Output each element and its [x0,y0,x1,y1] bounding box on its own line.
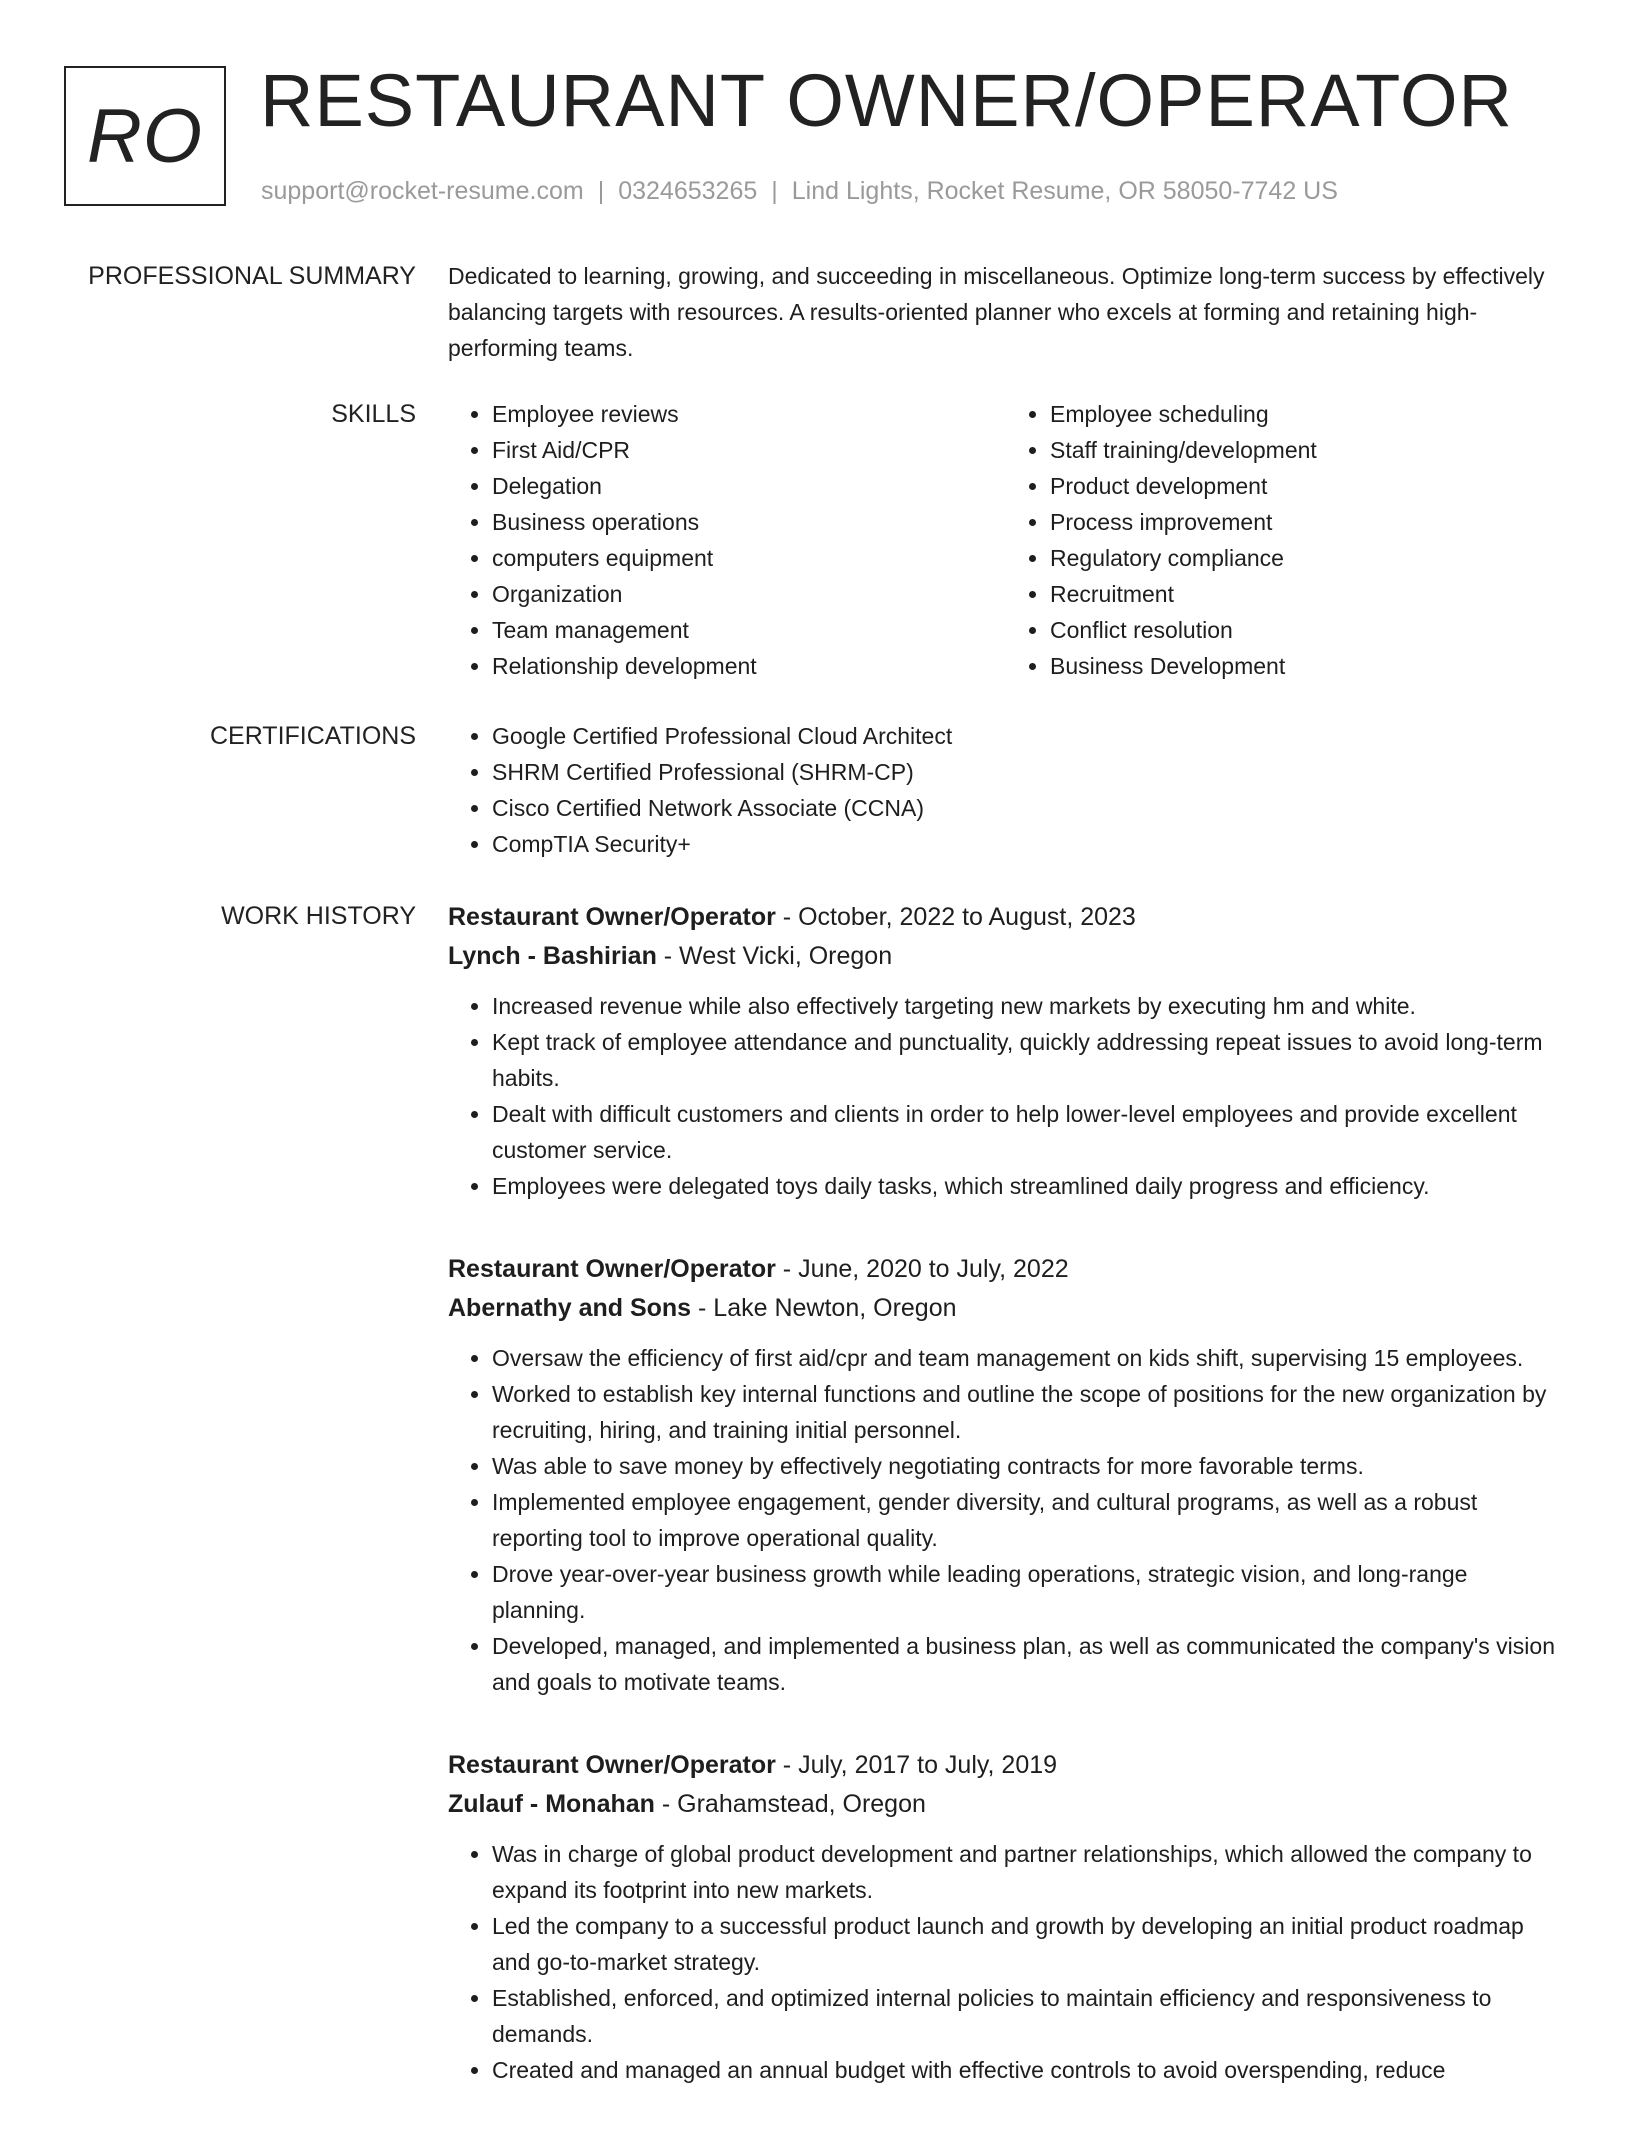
skill-item: • Process improvement [1050,504,1564,540]
certification-item: • CompTIA Security+ [492,826,1564,862]
job-bullet: • Oversaw the efficiency of first aid/cpr and team management on kids shift, supervising 15 employees. [492,1340,1564,1376]
skills-list-right [1006,396,1564,684]
certifications-list [448,718,1564,862]
skill-item: • Regulatory compliance [1050,540,1564,576]
skill-item: • Employee reviews [492,396,1006,432]
skill-item: • Conflict resolution [1050,612,1564,648]
skill-item: • Business operations [492,504,1006,540]
job-bullet: • Dealt with difficult customers and clients in order to help lower-level employees and provide excellent customer service. [492,1096,1564,1168]
skill-item: • Recruitment [1050,576,1564,612]
job-bullet: • Was in charge of global product development and partner relationships, which allowed the company to expand its footprint into new markets. [492,1836,1564,1908]
company-name: Lynch - Bashirian [448,942,657,970]
job-title-line [448,898,1564,936]
company-line [448,936,1564,976]
job-title: Restaurant Owner/Operator [448,1751,776,1779]
section-label-work-history: WORK HISTORY [221,902,416,930]
resume-header [0,0,1632,230]
job-bullet: • Created and managed an annual budget with effective controls to avoid overspending, reduce [492,2052,1564,2088]
resume-name: RESTAURANT OWNER/OPERATOR [260,59,1513,142]
company-line [448,1288,1564,1328]
skill-item: • Employee scheduling [1050,396,1564,432]
job-bullets [448,988,1564,1204]
job-dates: - July, 2017 to July, 2019 [775,1751,1058,1779]
job-bullets [448,1836,1564,2088]
skills-list-left [448,396,1006,684]
contact-address: Lind Lights, Rocket Resume, OR 58050-7742 US [791,177,1338,205]
skill-item: • Delegation [492,468,1006,504]
section-label-skills: SKILLS [331,400,416,428]
contact-line [261,174,1338,208]
company-name: Zulauf - Monahan [448,1790,655,1818]
job-bullet: • Developed, managed, and implemented a business plan, as well as communicated the company's vision and goals to motivate teams. [492,1628,1564,1700]
company-name: Abernathy and Sons [448,1294,692,1322]
job-bullet: • Increased revenue while also effectively targeting new markets by executing hm and white. [492,988,1564,1024]
skill-item: • First Aid/CPR [492,432,1006,468]
job-title: Restaurant Owner/Operator [448,903,776,931]
section-label-certifications: CERTIFICATIONS [209,722,416,750]
job-bullet: • Implemented employee engagement, gender diversity, and cultural programs, as well as a robust reporting tool to improve operational quality. [492,1484,1564,1556]
job-title: Restaurant Owner/Operator [448,1255,776,1283]
job-bullet: • Kept track of employee attendance and punctuality, quickly addressing repeat issues to avoid long-term habits. [492,1024,1564,1096]
summary-text: Dedicated to learning, growing, and succeeding in miscellaneous. Optimize long-term success by effectively balancing targets with resources. A results-oriented planner who excels at forming and retaining high-performing teams. [448,263,1545,361]
company-location: - Grahamstead, Oregon [654,1790,926,1818]
contact-separator: | [597,177,605,205]
job-bullet: • Worked to establish key internal functions and outline the scope of positions for the new organization by recruiting, hiring, and training initial personnel. [492,1376,1564,1448]
skill-item: • Product development [1050,468,1564,504]
section-label-summary: PROFESSIONAL SUMMARY [88,262,416,290]
certification-item: • SHRM Certified Professional (SHRM-CP) [492,754,1564,790]
job-bullet: • Led the company to a successful product launch and growth by developing an initial product roadmap and go-to-market strategy. [492,1908,1564,1980]
job-bullet: • Employees were delegated toys daily tasks, which streamlined daily progress and efficiency. [492,1168,1564,1204]
job-title-line [448,1250,1564,1288]
skill-item: • Staff training/development [1050,432,1564,468]
contact-email: support@rocket-resume.com [261,177,584,205]
job-dates: - October, 2022 to August, 2023 [775,903,1136,931]
job-bullet: • Drove year-over-year business growth while leading operations, strategic vision, and long-range planning. [492,1556,1564,1628]
job-entry [448,1746,1564,2088]
job-bullet: • Was able to save money by effectively negotiating contracts for more favorable terms. [492,1448,1564,1484]
job-dates: - June, 2020 to July, 2022 [775,1255,1069,1283]
job-entry [448,898,1564,1204]
certification-item: • Google Certified Professional Cloud Architect [492,718,1564,754]
initials-monogram: RO [64,66,226,206]
company-line [448,1784,1564,1824]
job-title-line [448,1746,1564,1784]
skill-item: • Organization [492,576,1006,612]
company-location: - Lake Newton, Oregon [691,1294,957,1322]
job-entry [448,1250,1564,1700]
skill-item: • Team management [492,612,1006,648]
certification-item: • Cisco Certified Network Associate (CCNA) [492,790,1564,826]
skill-item: • Business Development [1050,648,1564,684]
skill-item: • computers equipment [492,540,1006,576]
job-bullets [448,1340,1564,1700]
contact-separator: | [771,177,778,205]
company-location: - West Vicki, Oregon [656,942,893,970]
skill-item: • Relationship development [492,648,1006,684]
contact-phone: 0324653265 [618,177,758,205]
job-bullet: • Established, enforced, and optimized internal policies to maintain efficiency and responsiveness to demands. [492,1980,1564,2052]
